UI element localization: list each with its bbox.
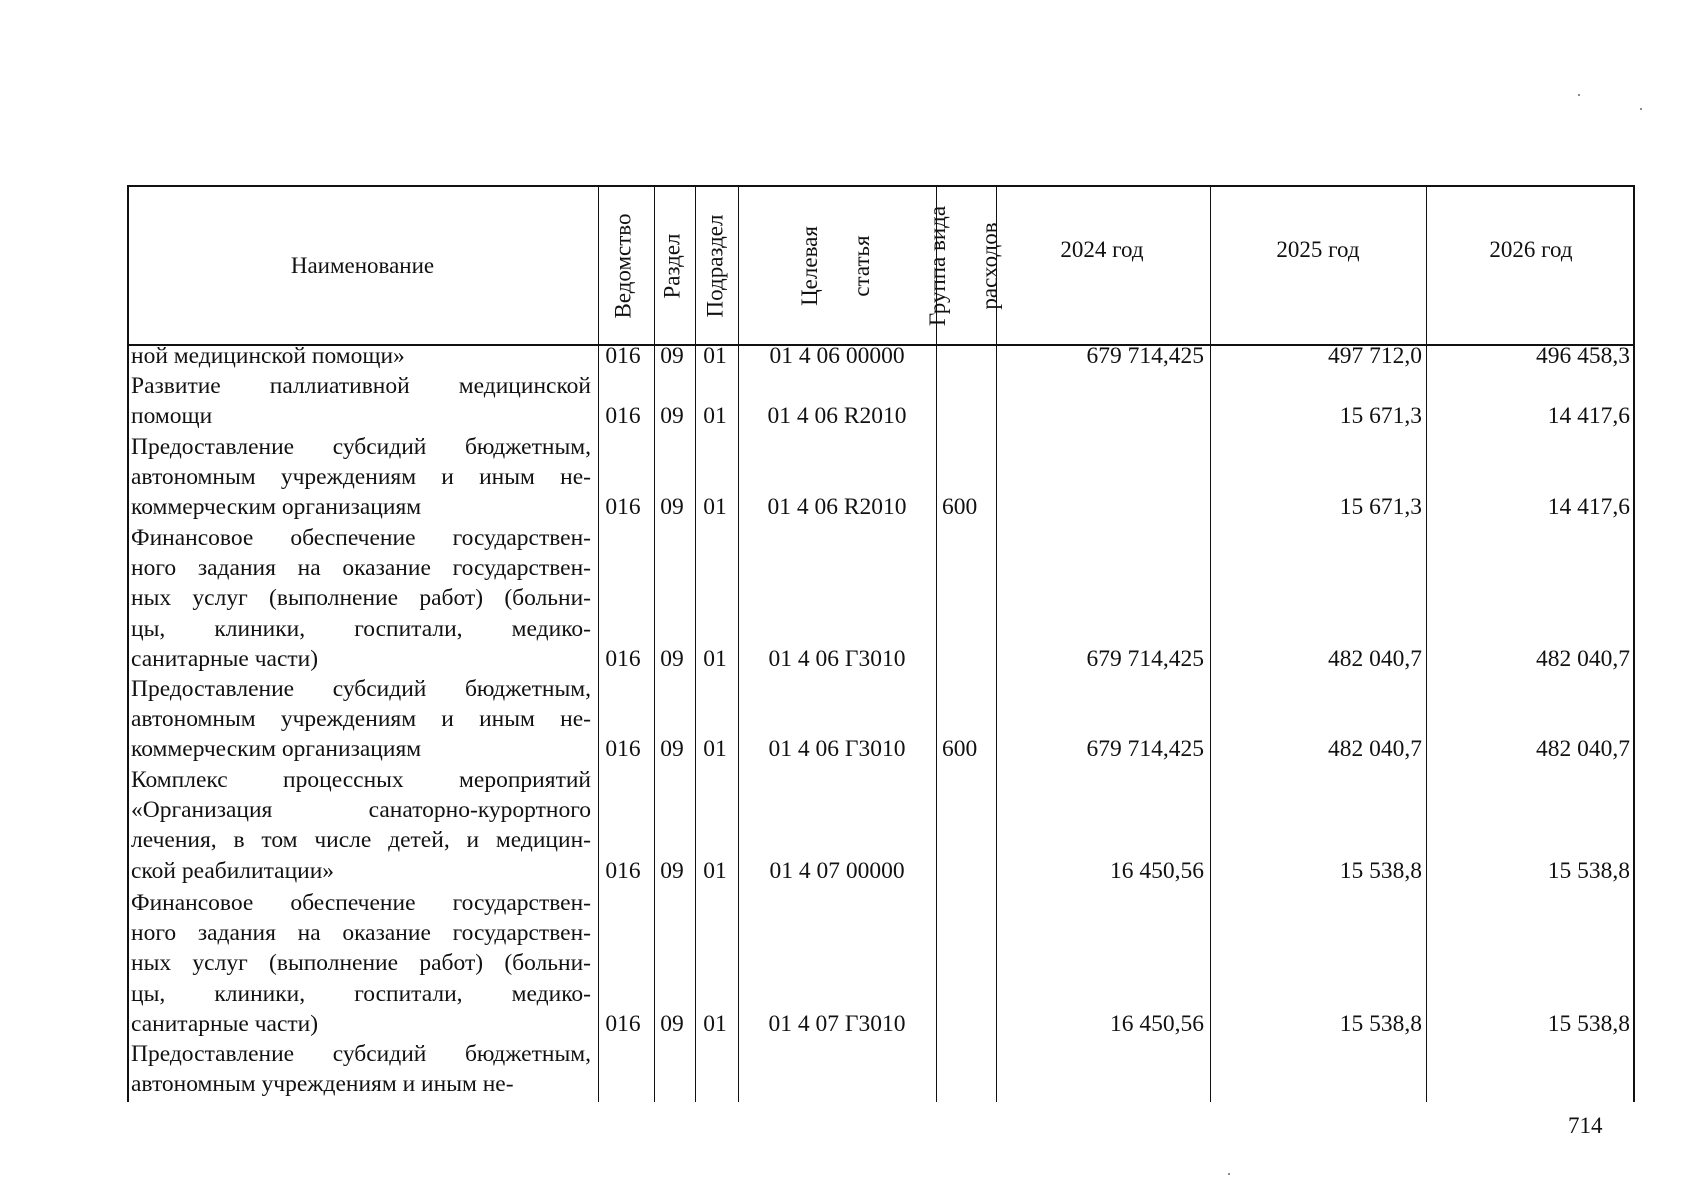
- row-name-line: цы, клиники, госпитали, медико-: [131, 615, 591, 642]
- header-celevaya-text: [796, 226, 874, 306]
- cell-vedomstvo: 016: [605, 645, 641, 672]
- cell-razdel: 09: [660, 645, 684, 672]
- cell-razdel: 09: [660, 1010, 684, 1037]
- header-gruppa-line2: расходов: [977, 221, 1003, 310]
- header-year-2025: 2025 год: [1276, 237, 1360, 262]
- scan-speck: [1228, 1173, 1230, 1175]
- cell-amount-2024: 16 450,56: [1110, 857, 1204, 884]
- cell-amount-2026: 15 538,8: [1547, 1010, 1630, 1037]
- cell-celevaya-statya: 01 4 07 00000: [769, 857, 905, 884]
- row-name-line: «Организация санаторно-курортного: [131, 797, 591, 824]
- header-vedomstvo-text: Ведомство: [611, 212, 636, 319]
- cell-amount-2024: 679 714,425: [1086, 343, 1204, 369]
- row-name: [131, 371, 591, 431]
- cell-amount-2026: 14 417,6: [1547, 494, 1630, 521]
- header-razdel-text: Раздел: [660, 232, 685, 299]
- row-name: [131, 674, 591, 765]
- row-name-line: санитарные части): [131, 1010, 319, 1037]
- cell-podrazdel: 01: [703, 403, 727, 430]
- row-name-line: ской реабилитации»: [131, 857, 335, 884]
- header-name: Наименование: [290, 252, 435, 278]
- header-podrazdel: [694, 187, 736, 344]
- row-name-line: санитарные части): [131, 645, 319, 672]
- header-year-2026: 2026 год: [1489, 237, 1573, 262]
- row-name-line: помощи: [131, 403, 213, 430]
- cell-amount-2024: 679 714,425: [1086, 645, 1204, 672]
- cell-podrazdel: 01: [703, 645, 727, 672]
- row-name-line: автономным учреждениям и иным не-: [131, 706, 591, 733]
- scan-speck: [1640, 108, 1642, 110]
- cell-amount-2024: 16 450,56: [1110, 1010, 1204, 1037]
- scan-speck: [1578, 94, 1580, 96]
- cell-amount-2026: 482 040,7: [1536, 736, 1630, 763]
- cell-amount-2025: 497 712,0: [1328, 343, 1422, 369]
- row-name-line: цы, клиники, госпитали, медико-: [131, 980, 591, 1007]
- row-name-line: Предоставление субсидий бюджетным,: [131, 434, 591, 460]
- cell-razdel: 09: [660, 494, 684, 521]
- cell-celevaya-statya: 01 4 06 Г3010: [768, 736, 906, 763]
- header-celevaya-line2: статья: [848, 234, 874, 297]
- row-name-line: ных услуг (выполнение работ) (больни-: [131, 950, 591, 977]
- cell-razdel: 09: [660, 343, 684, 369]
- cell-amount-2025: 15 671,3: [1339, 403, 1422, 430]
- header-podrazdel-text: Подраздел: [702, 214, 728, 317]
- cell-amount-2026: 496 458,3: [1536, 343, 1630, 369]
- row-name-line: Предоставление субсидий бюджетным,: [131, 676, 591, 702]
- cell-celevaya-statya: 01 4 06 R2010: [767, 403, 907, 430]
- cell-podrazdel: 01: [703, 343, 727, 369]
- row-name-line: автономным учреждениям и иным не-: [131, 464, 591, 491]
- cell-celevaya-statya: 01 4 06 00000: [769, 343, 905, 369]
- row-name-line: Комплекс процессных мероприятий: [131, 767, 591, 793]
- header-year-2024: 2024 год: [1060, 237, 1144, 262]
- row-name-line: Предоставление субсидий бюджетным,: [131, 1041, 591, 1067]
- cell-podrazdel: 01: [703, 494, 727, 521]
- cell-podrazdel: 01: [703, 736, 727, 763]
- header-celevaya-statya: [737, 187, 934, 344]
- header-gruppa-text: [926, 205, 1004, 325]
- row-name: [131, 1039, 591, 1099]
- row-name: [131, 523, 591, 674]
- row-name-line: лечения, в том числе детей, и медицин-: [131, 827, 591, 854]
- row-name-line: ных услуг (выполнение работ) (больни-: [131, 585, 591, 612]
- row-name: [131, 432, 591, 523]
- header-gruppa-vida-rashodov: [925, 187, 1003, 344]
- cell-celevaya-statya: 01 4 07 Г3010: [768, 1010, 906, 1037]
- row-name-line: Финансовое обеспечение государствен-: [131, 525, 591, 551]
- row-name-line: ного задания на оказание государствен-: [131, 920, 591, 947]
- cell-razdel: 09: [660, 403, 684, 430]
- cell-celevaya-statya: 01 4 06 Г3010: [768, 645, 906, 672]
- header-razdel: [653, 187, 693, 344]
- cell-vedomstvo: 016: [605, 857, 641, 884]
- cell-amount-2024: 679 714,425: [1086, 736, 1204, 763]
- row-name-line: Развитие паллиативной медицинской: [131, 373, 591, 399]
- cell-vedomstvo: 016: [605, 343, 641, 369]
- cell-podrazdel: 01: [703, 1010, 727, 1037]
- cell-razdel: 09: [660, 736, 684, 763]
- page-number: 714: [1568, 1113, 1603, 1138]
- header-vedomstvo: [597, 187, 651, 344]
- cell-podrazdel: 01: [703, 857, 727, 884]
- cell-amount-2025: 15 538,8: [1339, 1010, 1422, 1037]
- row-name: [131, 765, 591, 886]
- row-name-line: ной медицинской помощи»: [131, 343, 405, 369]
- row-name-line: автономным учреждениям и иным не-: [131, 1071, 514, 1098]
- row-name-line: коммерческим организациям: [131, 736, 422, 763]
- cell-amount-2025: 482 040,7: [1328, 645, 1422, 672]
- cell-amount-2025: 15 538,8: [1339, 857, 1422, 884]
- header-celevaya-line1: Целевая: [796, 225, 822, 306]
- cell-amount-2025: 15 671,3: [1339, 494, 1422, 521]
- cell-amount-2026: 14 417,6: [1547, 403, 1630, 430]
- cell-amount-2025: 482 040,7: [1328, 736, 1422, 763]
- cell-vedomstvo: 016: [605, 1010, 641, 1037]
- cell-gruppa: 600: [942, 736, 978, 763]
- cell-celevaya-statya: 01 4 06 R2010: [767, 494, 907, 521]
- row-name-line: ного задания на оказание государствен-: [131, 555, 591, 582]
- cell-vedomstvo: 016: [605, 403, 641, 430]
- cell-amount-2026: 482 040,7: [1536, 645, 1630, 672]
- row-name: [131, 888, 591, 1039]
- header-gruppa-line1: Группа вида: [925, 205, 951, 326]
- cell-razdel: 09: [660, 857, 684, 884]
- cell-gruppa: 600: [942, 494, 978, 521]
- row-name-line: коммерческим организациям: [131, 494, 422, 521]
- row-name-line: Финансовое обеспечение государствен-: [131, 890, 591, 916]
- cell-vedomstvo: 016: [605, 736, 641, 763]
- cell-vedomstvo: 016: [605, 494, 641, 521]
- row-name: [131, 341, 591, 371]
- cell-amount-2026: 15 538,8: [1547, 857, 1630, 884]
